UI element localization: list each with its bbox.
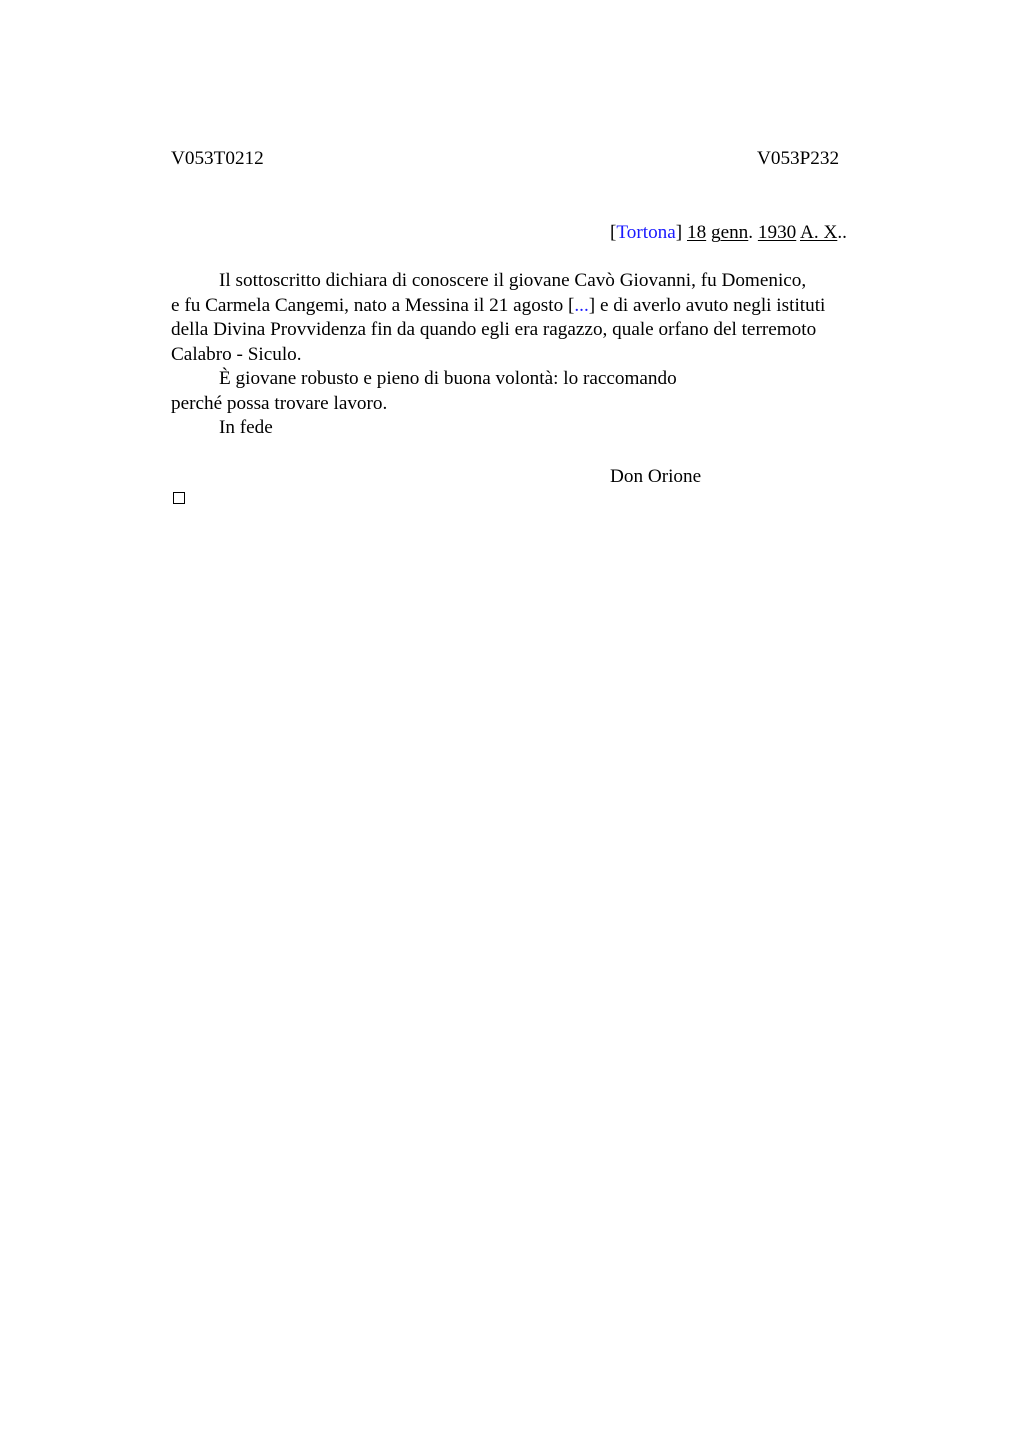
dateline-place: Tortona xyxy=(616,222,676,243)
paragraph-1-line-2 xyxy=(171,294,871,319)
paragraph-1-line-2-end: ] e di averlo avuto negli istituti xyxy=(588,294,826,316)
dateline xyxy=(610,223,847,242)
dateline-bracket-close: ] xyxy=(675,222,683,243)
dateline-era: A. X xyxy=(800,222,838,243)
editorial-ellipsis: ... xyxy=(574,294,589,316)
document-code-right: V053P232 xyxy=(757,148,840,169)
letter-body xyxy=(171,269,871,441)
document-code-left: V053T0212 xyxy=(171,148,264,169)
signature: Don Orione xyxy=(610,466,702,487)
paragraph-1-line-4: Calabro - Siculo. xyxy=(171,343,302,365)
dateline-year: 1930 xyxy=(757,222,797,243)
checkbox-icon xyxy=(173,492,185,504)
dateline-month: genn xyxy=(710,222,749,243)
dateline-month-dot: . xyxy=(748,222,754,243)
paragraph-1-line-1: Il sottoscritto dichiara di conoscere il giovane Cavò Giovanni, fu Domenico, xyxy=(219,270,807,291)
dateline-bracket-open: [ xyxy=(610,222,617,243)
dateline-day: 18 xyxy=(686,222,707,243)
paragraph-1-line-2-start: e fu Carmela Cangemi, nato a Messina il 21 agosto [ xyxy=(171,294,575,316)
closing-line: In fede xyxy=(219,417,273,438)
paragraph-2-line-1: È giovane robusto e pieno di buona volontà: lo raccomando xyxy=(219,368,677,389)
paragraph-1-line-3: della Divina Provvidenza fin da quando egli era ragazzo, quale orfano del terremoto xyxy=(171,319,817,340)
dateline-era-suffix: .. xyxy=(837,222,847,243)
paragraph-2-line-2: perché possa trovare lavoro. xyxy=(171,392,388,414)
